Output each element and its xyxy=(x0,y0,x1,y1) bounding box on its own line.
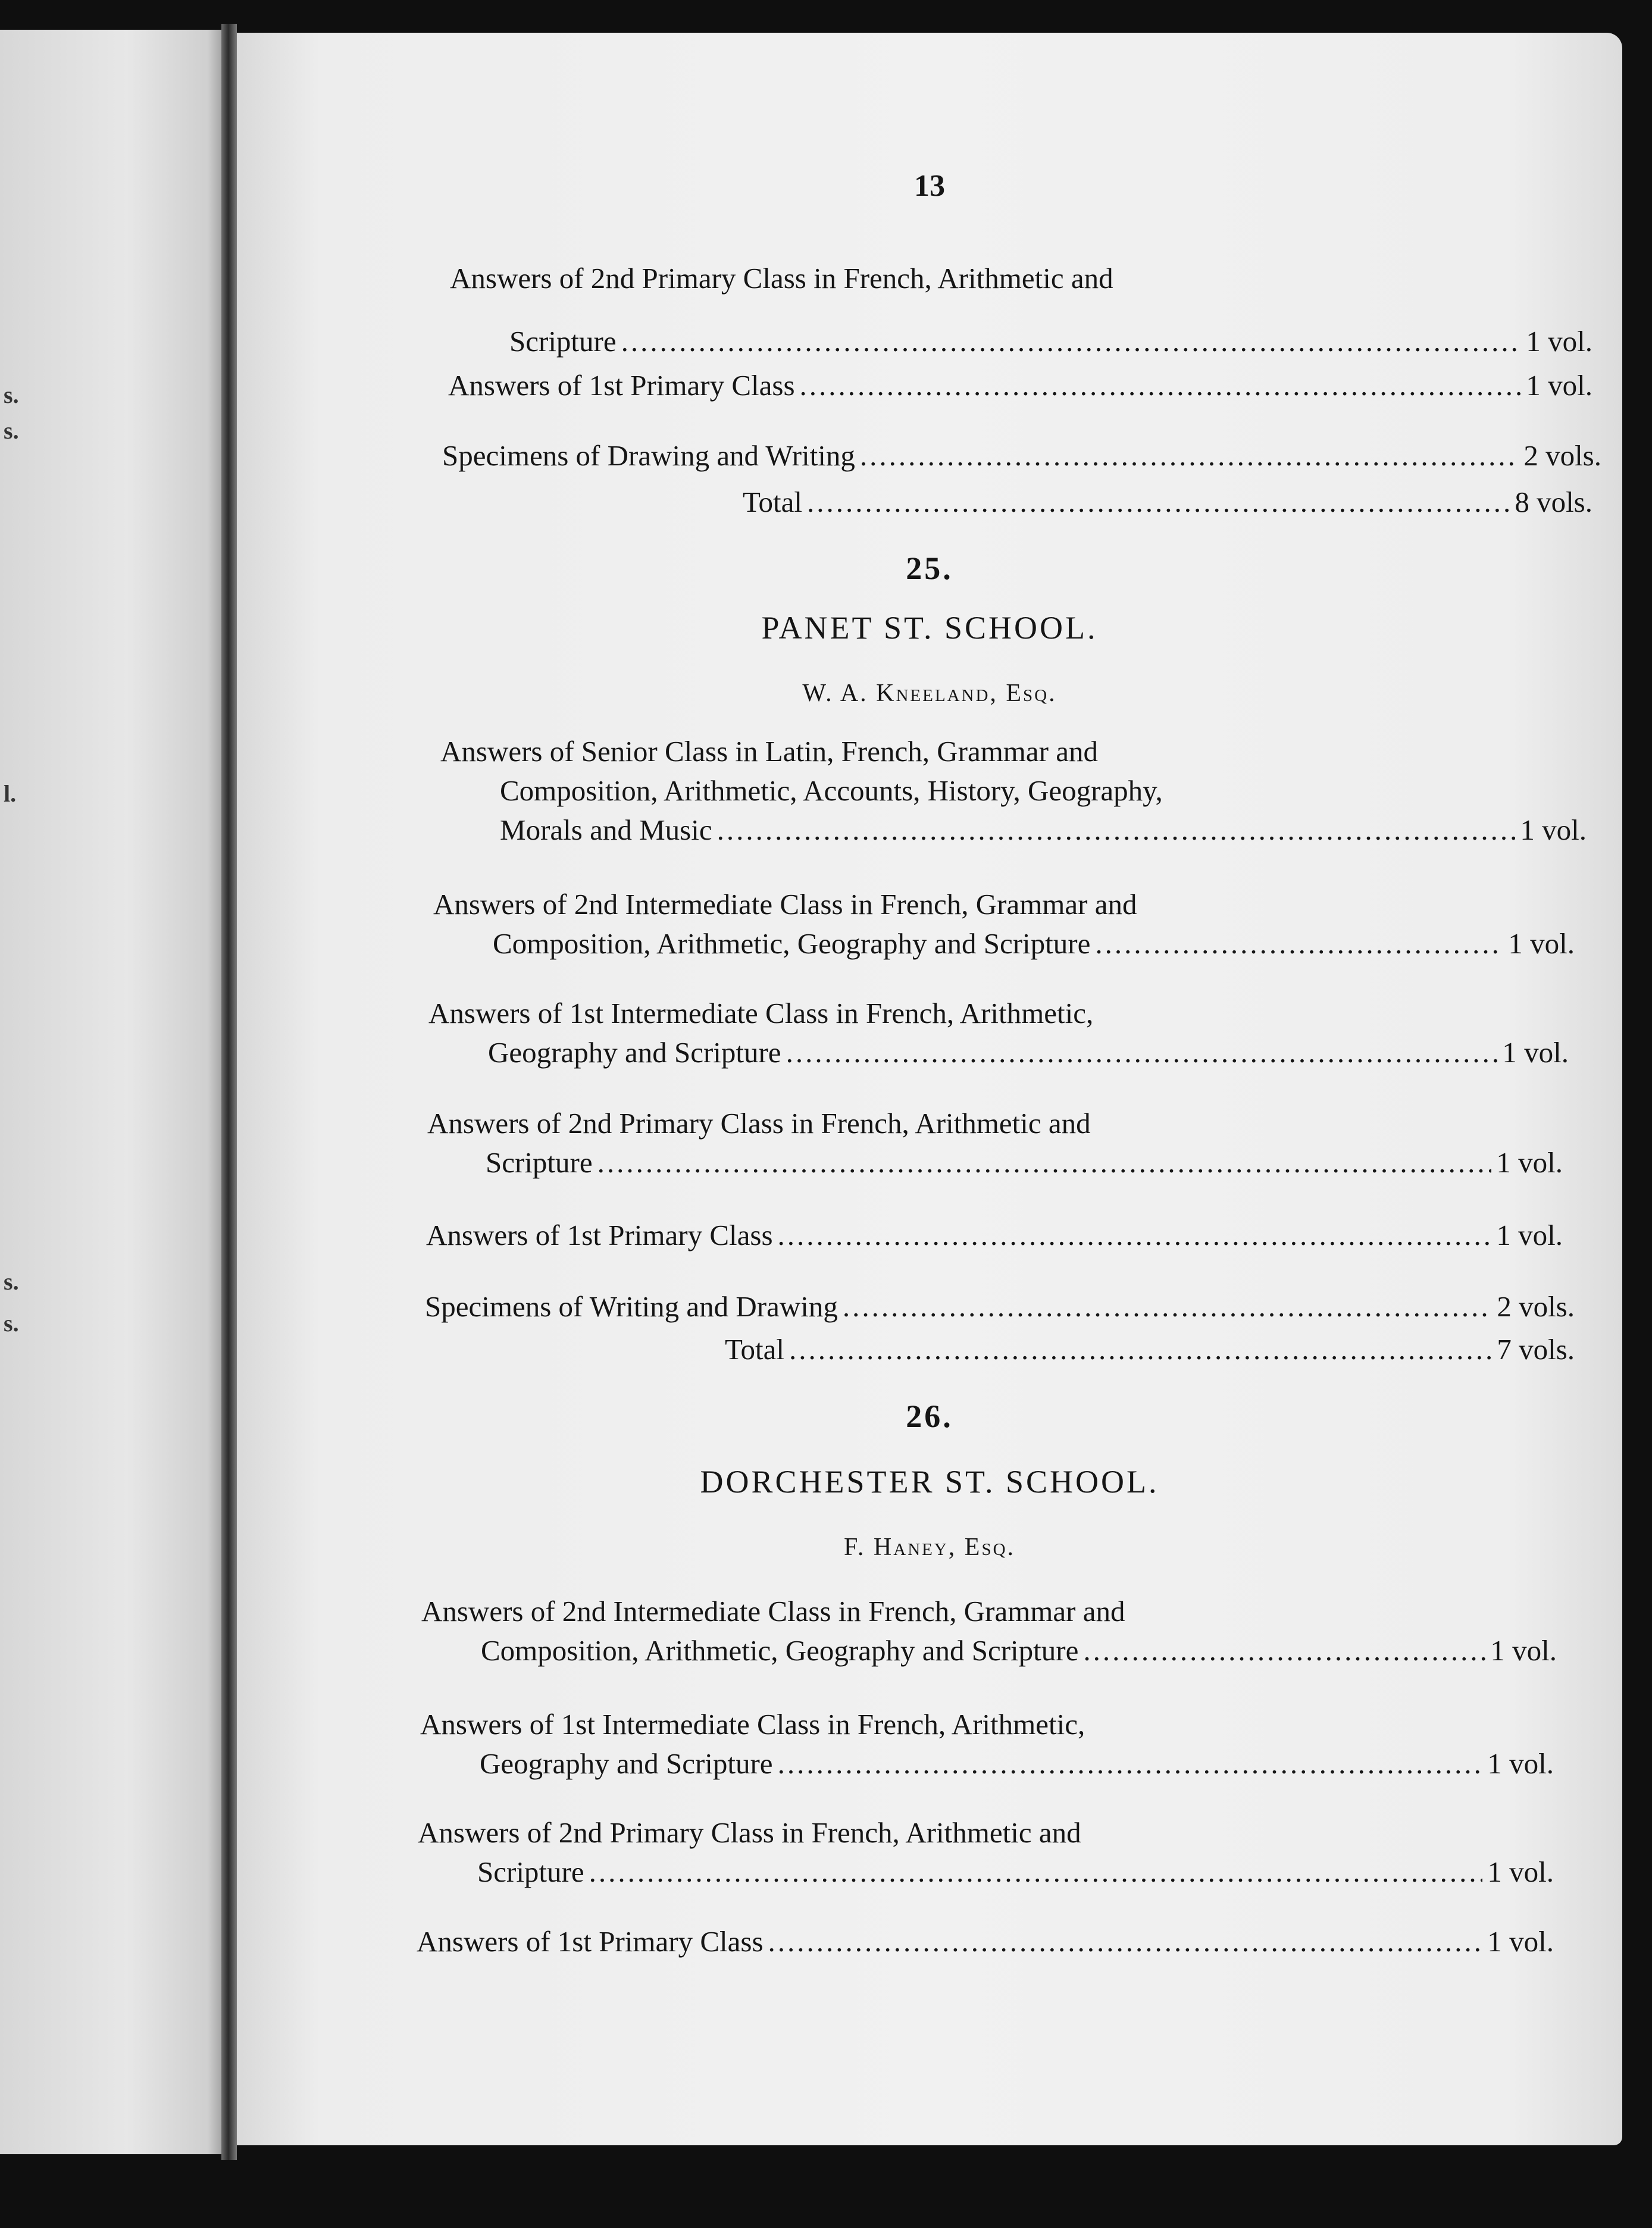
leader-dots xyxy=(786,1033,1498,1072)
leader-dots xyxy=(860,436,1519,475)
school-heading: PANET ST. SCHOOL. xyxy=(761,610,1098,646)
leader-dots xyxy=(843,1287,1492,1326)
facing-page-fragment: s. xyxy=(4,1310,19,1337)
facing-page-fragment: s. xyxy=(4,381,19,408)
principal-name: W. A. Kneeland, Esq. xyxy=(802,680,1057,707)
document-page: 13 Answers of 2nd Primary Class in French, Arithmetic and Scripture ..... 1 vol. Answers of 1st Primary Class ..... 1 vol. Specimens of Drawing and Writing ..... 2 vols. Total ..... 8 vols. 25. PANET ST. SCHOOL. W. A. Kneeland, Esq. Answers of Senior Class in Latin, French, Grammar and Composition, Arithmetic, Accounts, History, Geography, Morals and Music ..... 1 vol. Answers of 2nd Intermediate Class in French, Grammar and Composition, Arithmetic, Geography and Scripture ..... 1 vol. Answers of 1st Intermediate Class in French, Arithmetic, Geography and Scripture ..... 1 vol. Answers of 2nd Primary Class in French, Arithmetic and Scripture ..... 1 vol. Answers of 1st Primary Class ..... 1 vol. Specimens of Writing and Drawing ..... 2 vols. Total ..... 7 vols. 26. DORCHESTER ST. SCHOOL. F. Haney, Esq. Answers of 2nd Intermediate Class in French, Grammar and Composition, Arithmetic, Geography and Scripture ..... 1 vol. Answers of 1st Intermediate Class in French, Arithmetic, Geography and Scripture ..... 1 vol. Answers of 2nd Primary Class in French, Arithmetic and Scripture ..... 1 vol. Answers of 1st Primary Class ..... 1 vol. xyxy=(237,33,1622,2145)
section-number: 25. xyxy=(906,550,953,586)
leader-dots xyxy=(1095,924,1503,963)
school-heading: DORCHESTER ST. SCHOOL. xyxy=(700,1464,1159,1500)
facing-page-fragment: l. xyxy=(4,780,17,807)
leader-dots xyxy=(597,1143,1492,1182)
leader-dots xyxy=(768,1922,1483,1961)
book-gutter xyxy=(221,24,237,2160)
leader-dots xyxy=(778,1216,1492,1255)
leader-dots xyxy=(621,322,1522,361)
section-number: 26. xyxy=(906,1398,953,1434)
leader-dots xyxy=(1083,1631,1485,1670)
leader-dots xyxy=(807,483,1510,522)
facing-page-fragment: s. xyxy=(4,417,19,444)
leader-dots xyxy=(717,811,1516,850)
page-number: 13 xyxy=(914,169,945,203)
principal-name: F. Haney, Esq. xyxy=(843,1534,1016,1561)
facing-page-edge xyxy=(0,30,231,2154)
leader-dots xyxy=(589,1853,1483,1892)
leader-dots xyxy=(778,1744,1483,1783)
leader-dots xyxy=(789,1330,1492,1369)
facing-page-fragment: s. xyxy=(4,1268,19,1295)
leader-dots xyxy=(800,366,1522,405)
